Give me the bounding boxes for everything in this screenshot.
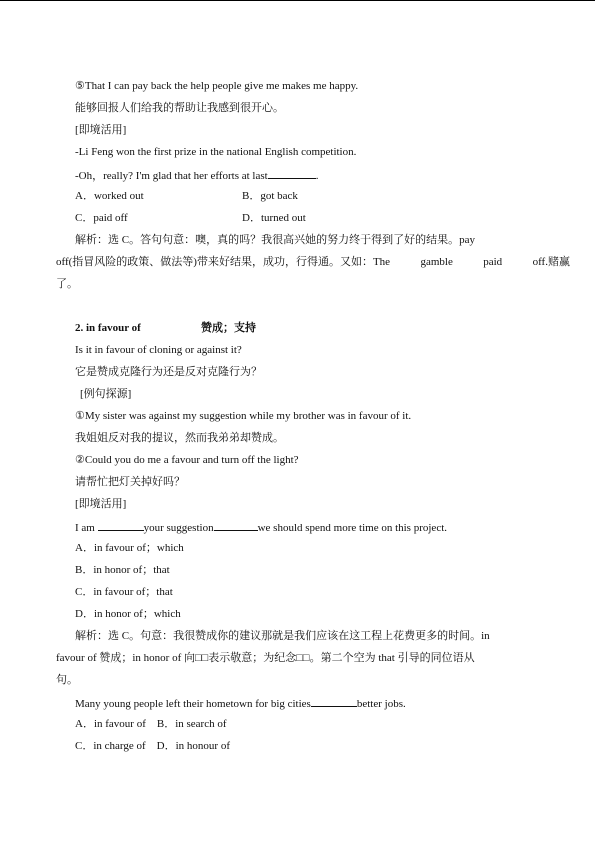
option-a: A．worked out xyxy=(75,190,144,202)
example-1-chinese: 我姐姐反对我的提议，然而我弟弟却赞成。 xyxy=(75,432,284,444)
examples-heading: [例句探源] xyxy=(80,388,132,400)
example-2-chinese: 请帮忙把灯关掉好吗？ xyxy=(75,476,185,488)
dialog-line-1: -Li Feng won the first prize in the national English competition. xyxy=(75,146,357,158)
q1-option-a: A．in favour of；which xyxy=(75,542,184,554)
analysis-line-3: 了。 xyxy=(56,278,78,290)
analysis-line-2: favour of 赞成；in honor of 向□□表示敬意；为纪念□□。第二个空为 that 引导的同位语从 xyxy=(56,652,475,664)
q1-option-d: D．in honor of；which xyxy=(75,608,181,620)
q2-options-row-1: A．in favour of B．in search of xyxy=(75,718,227,730)
dialog-line-2-text: -Oh，really? I'm glad that her efforts at last xyxy=(75,170,268,182)
analysis-line-1: 解析：选 C。句意：我很赞成你的建议那就是我们应该在这工程上花费更多的时间。in xyxy=(75,630,490,642)
dialog-line-2-end: . xyxy=(315,170,319,182)
analysis-line-2-part: gamble xyxy=(420,256,453,268)
question-2 xyxy=(75,695,406,711)
question-1-text: your suggestion xyxy=(143,522,214,534)
practice-heading: [即境活用] xyxy=(75,498,127,510)
dialog-line-2 xyxy=(75,167,318,183)
option-c: C．paid off xyxy=(75,212,128,224)
example-chinese: 它是赞成克隆行为还是反对克隆行为？ xyxy=(75,366,262,378)
analysis-line-2-part: paid xyxy=(483,256,503,268)
analysis-line-1: 解析：选 C。答句句意：噢，真的吗？我很高兴她的努力终于得到了好的结果。pay xyxy=(75,234,475,246)
example-5-english: ⑤That I can pay back the help people give me makes me happy. xyxy=(75,80,359,92)
practice-heading: [即境活用] xyxy=(75,124,127,136)
question-1-text: we should spend more time on this project. xyxy=(257,522,448,534)
question-1 xyxy=(75,519,447,535)
option-row-1 xyxy=(75,189,144,203)
q2-options-row-2: C．in charge of D．in honour of xyxy=(75,740,230,752)
option-b: B．got back xyxy=(242,190,298,202)
answer-blank xyxy=(311,695,357,707)
analysis-line-3: 句。 xyxy=(56,674,78,686)
section-2-heading xyxy=(75,321,141,335)
example-2-english: ②Could you do me a favour and turn off the light? xyxy=(75,454,299,466)
example-5-chinese: 能够回报人们给我的帮助让我感到很开心。 xyxy=(75,102,284,114)
q1-option-c: C．in favour of；that xyxy=(75,586,173,598)
question-2-text: Many young people left their hometown for big cities xyxy=(75,698,311,710)
question-2-text: better jobs. xyxy=(356,698,406,710)
question-1-text: I am xyxy=(75,522,98,534)
q1-option-b: B．in honor of；that xyxy=(75,564,170,576)
analysis-line-2-part: off(指冒风险的政策、做法等)带来好结果，成功，行得通。又如：The xyxy=(56,256,391,268)
heading-phrase: 2. in favour of xyxy=(75,322,141,334)
heading-meaning: 赞成；支持 xyxy=(201,322,256,334)
analysis-line-2 xyxy=(56,255,570,269)
answer-blank xyxy=(98,519,144,531)
option-d: D．turned out xyxy=(242,212,306,224)
answer-blank xyxy=(268,167,316,179)
example-english: Is it in favour of cloning or against it? xyxy=(75,344,242,356)
example-1-english: ①My sister was against my suggestion while my brother was in favour of it. xyxy=(75,410,412,422)
answer-blank xyxy=(214,519,258,531)
analysis-line-2-part: off.赌赢 xyxy=(532,256,570,268)
